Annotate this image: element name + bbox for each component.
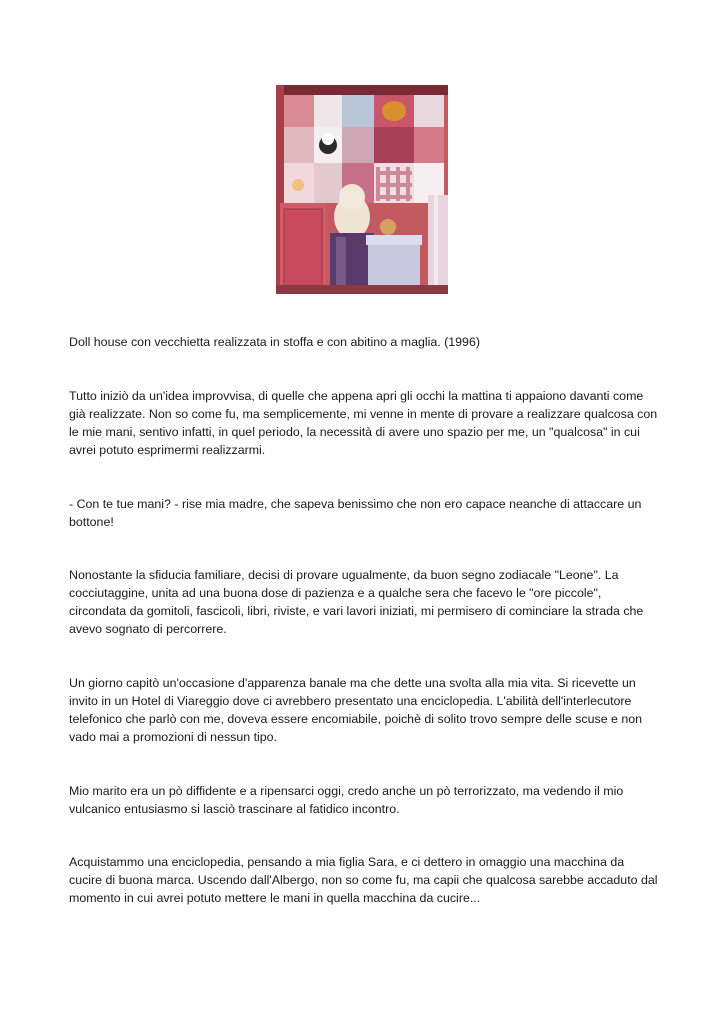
doll-house-illustration [276,85,448,294]
photo-caption: Doll house con vecchietta realizzata in stoffa e con abitino a maglia. (1996) [69,335,480,349]
paragraph-5: Mio marito era un pò diffidente e a ripensarci oggi, credo anche un pò terrorizzato, ma vedendo il mio vulcanico entusiasmo si lasciò trascinare al fatidico incontro. [69,784,624,816]
paragraph-2: - Con te tue mani? - rise mia madre, che sapeva benissimo che non ero capace neanche di attaccare un bottone! [69,497,642,529]
paragraph-3: Nonostante la sfiducia familiare, decisi di provare ugualmente, da buon segno zodiacale "Leone". La cocciutaggine, unita ad una buona dose di pazienza e a qualche sera che facevo le "ore piccole", circondata da gomitoli, fascicoli, libri, riviste, e vari lavori iniziati, mi permisero di cominciare la strada che avevo sognato di percorrere. [69,568,644,636]
paragraph-4: Un giorno capitò un'occasione d'apparenza banale ma che dette una svolta alla mia vita. Si ricevette un invito in un Hotel di Viareggio dove ci avrebbero presentato una enciclopedia. L'abilità dell'interlecutore telefonico che parlò con me, doveva essere encomiabile, poichè di solito trovo sempre delle scuse e non vado mai a promozioni di nessun tipo. [69,676,643,744]
paragraph-6: Acquistammo una enciclopedia, pensando a mia figlia Sara, e ci dettero in omaggio una macchina da cucire di buona marca. Uscendo dall'Albergo, non so come fu, ma capii che qualcosa sarebbe accaduto dal momento in cui avrei potuto mettere le mani in quella macchina da cucire... [69,855,658,905]
paragraph-1: Tutto iniziò da un'idea improvvisa, di quelle che appena apri gli occhi la mattina ti appaiono davanti come già realizzate. Non so come fu, ma semplicemente, mi venne in mente di provare a realizzare qualcosa con le mie mani, sentivo infatti, in quel periodo, la necessità di avere uno spazio per me, un "qualcosa" in cui avrei potuto esprimermi realizzarmi. [69,389,658,457]
doll-house-photo [276,85,448,294]
